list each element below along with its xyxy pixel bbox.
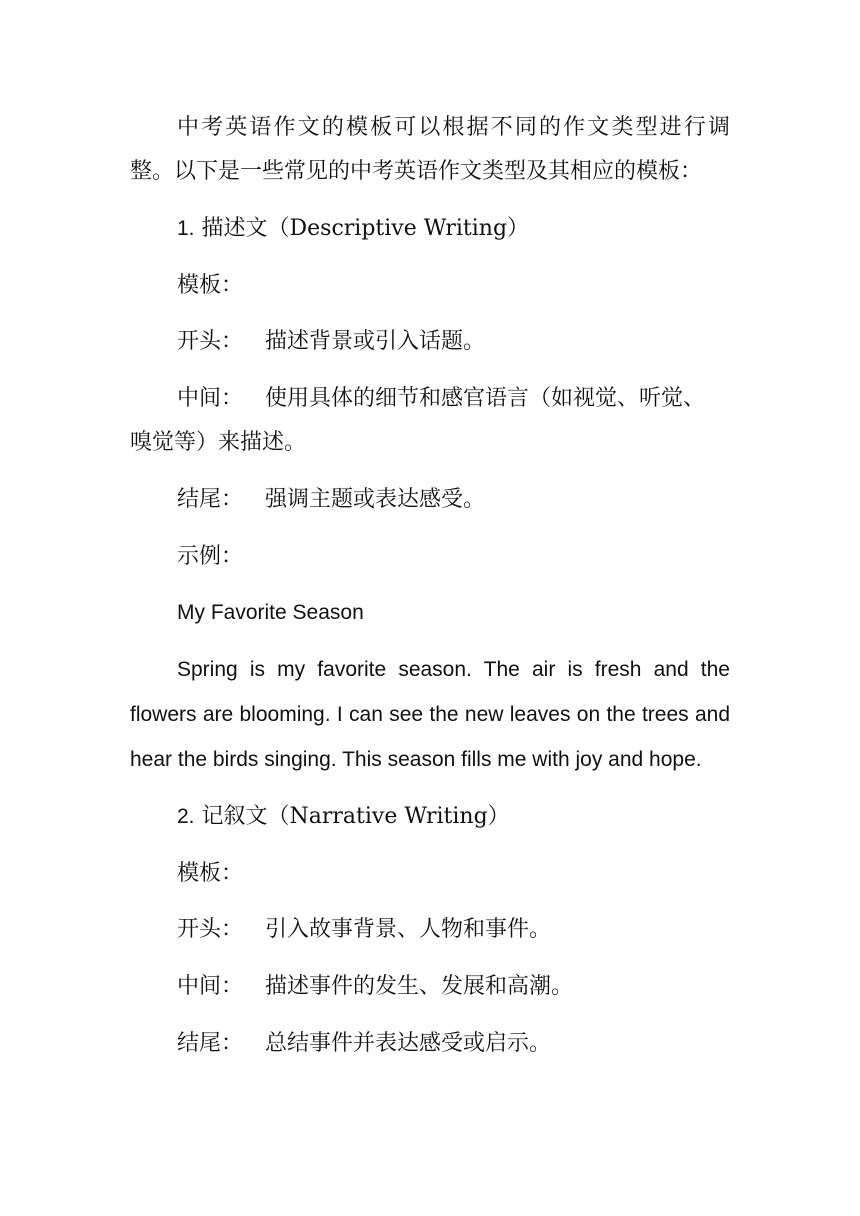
middle-label: 中间： bbox=[177, 974, 244, 999]
section-2-ending bbox=[177, 1022, 730, 1066]
example-line-3: hear the birds singing. This season fills me with joy and hope. bbox=[130, 748, 702, 771]
example-line-1: Spring is my favorite season. The air is fresh and the bbox=[177, 658, 730, 681]
ending-text: 强调主题或表达感受。 bbox=[265, 487, 486, 512]
opening-text: 描述背景或引入话题。 bbox=[265, 329, 486, 354]
opening-label: 开头： bbox=[177, 329, 244, 354]
section-1-template-label: 模板： bbox=[177, 273, 244, 298]
section-2-template-label: 模板： bbox=[177, 861, 244, 886]
middle-text: 使用具体的细节和感官语言（如视觉、听觉、 bbox=[265, 386, 706, 411]
section-2-heading bbox=[177, 795, 730, 839]
section-1-example-label: 示例： bbox=[177, 544, 244, 569]
section-1-middle bbox=[177, 377, 730, 421]
section-2-number: 2. bbox=[177, 805, 195, 828]
opening-label: 开头： bbox=[177, 917, 244, 942]
ending-label: 结尾： bbox=[177, 487, 244, 512]
middle-text: 描述事件的发生、发展和高潮。 bbox=[265, 974, 574, 999]
example-line-2: flowers are blooming. I can see the new leaves on the trees and bbox=[130, 703, 730, 726]
middle-label: 中间： bbox=[177, 386, 244, 411]
ending-label: 结尾： bbox=[177, 1031, 244, 1056]
section-2-opening bbox=[177, 908, 730, 952]
section-1-ending bbox=[177, 478, 730, 522]
intro-line-1: 中考英语作文的模板可以根据不同的作文类型进行调 bbox=[177, 115, 730, 140]
section-1-heading bbox=[177, 207, 730, 251]
section-1-middle-continued: 嗅觉等）来描述。 bbox=[130, 430, 307, 455]
section-1-number: 1. bbox=[177, 217, 195, 240]
section-1-opening bbox=[177, 320, 730, 364]
opening-text: 引入故事背景、人物和事件。 bbox=[265, 917, 552, 942]
ending-text: 总结事件并表达感受或启示。 bbox=[265, 1031, 552, 1056]
section-2-middle bbox=[177, 965, 730, 1009]
section-1-title: 描述文（Descriptive Writing） bbox=[201, 216, 530, 241]
intro-line-2: 整。以下是一些常见的中考英语作文类型及其相应的模板： bbox=[130, 159, 703, 184]
section-2-title: 记叙文（Narrative Writing） bbox=[201, 804, 510, 829]
example-title: My Favorite Season bbox=[177, 601, 364, 624]
